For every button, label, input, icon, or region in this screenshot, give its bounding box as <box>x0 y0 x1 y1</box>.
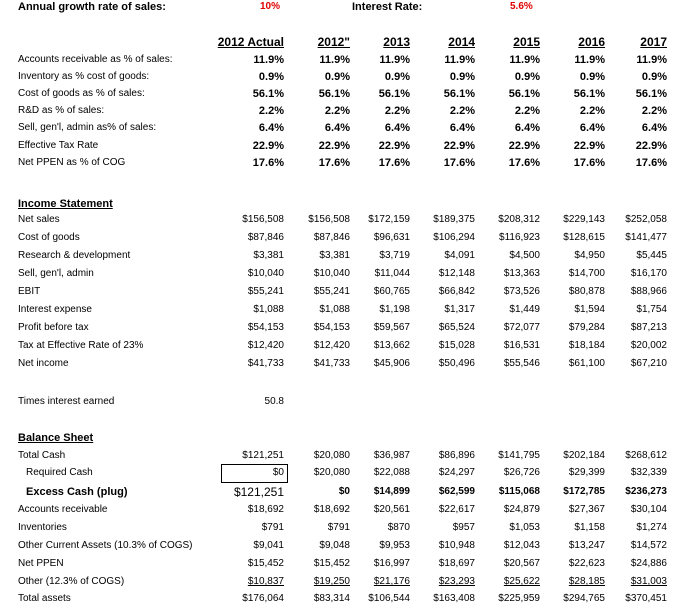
cell[interactable]: $172,159 <box>368 214 410 225</box>
cell[interactable]: $12,148 <box>438 268 475 279</box>
cell[interactable]: $141,477 <box>625 232 667 243</box>
cell[interactable]: $55,241 <box>247 286 284 297</box>
cell[interactable]: 56.1% <box>378 88 410 101</box>
cell[interactable]: 56.1% <box>443 88 475 101</box>
table-row <box>0 555 679 573</box>
cell[interactable]: 56.1% <box>252 88 284 101</box>
cell[interactable]: $67,210 <box>630 358 667 369</box>
cell[interactable]: 2.2% <box>514 105 540 118</box>
cell[interactable]: $18,692 <box>313 504 350 515</box>
cell[interactable]: $23,293 <box>438 576 475 587</box>
cell[interactable]: $61,100 <box>568 358 605 369</box>
table-row <box>0 229 679 247</box>
cell[interactable]: $16,170 <box>630 268 667 279</box>
cell[interactable]: $957 <box>452 522 475 533</box>
cell[interactable]: $20,002 <box>630 340 667 351</box>
cell[interactable]: $87,213 <box>630 322 667 333</box>
year-header: 2012" <box>317 35 350 49</box>
cell[interactable]: $83,314 <box>313 593 350 604</box>
cell[interactable]: $18,697 <box>438 558 475 569</box>
row-label: Sell, gen'l, admin as% of sales: <box>18 122 157 134</box>
cell[interactable]: 2.2% <box>579 105 605 118</box>
cell[interactable]: $189,375 <box>433 214 475 225</box>
balance-sheet-title: Balance Sheet <box>18 432 94 444</box>
cell[interactable]: $121,251 <box>233 485 284 499</box>
cell[interactable]: 11.9% <box>379 54 410 66</box>
cell[interactable]: $31,003 <box>630 576 667 587</box>
required-cash-label: Required Cash <box>26 467 93 478</box>
cell[interactable]: $27,367 <box>568 504 605 515</box>
cell[interactable]: $791 <box>261 522 284 533</box>
cell[interactable]: 6.4% <box>579 122 605 135</box>
cell[interactable]: 0.9% <box>449 71 475 84</box>
cell[interactable]: $88,966 <box>630 286 667 297</box>
cell[interactable]: $14,700 <box>568 268 605 279</box>
cell[interactable]: $236,273 <box>625 486 667 497</box>
table-row <box>0 119 679 137</box>
table-row <box>0 154 679 172</box>
cell[interactable]: $66,842 <box>438 286 475 297</box>
row-label: Cost of goods as % of sales: <box>18 88 145 100</box>
cell[interactable]: $1,088 <box>319 304 350 315</box>
year-header: 2016 <box>578 35 605 49</box>
cell[interactable]: $1,594 <box>574 304 605 315</box>
cell[interactable]: $15,452 <box>313 558 350 569</box>
total-assets-label: Total assets <box>18 593 71 604</box>
cell[interactable]: $13,247 <box>568 540 605 551</box>
cell[interactable]: $9,953 <box>379 540 410 551</box>
cell[interactable]: $10,948 <box>438 540 475 551</box>
cell[interactable]: $22,623 <box>568 558 605 569</box>
growth-value-cell[interactable]: 10% <box>260 1 281 12</box>
cell[interactable]: $116,923 <box>499 232 540 243</box>
income-statement-title: Income Statement <box>18 198 113 210</box>
cell[interactable]: 0.9% <box>324 71 350 84</box>
cell[interactable]: $121,251 <box>242 450 284 461</box>
year-header: 2013 <box>383 35 410 49</box>
row-label: Net PPEN as % of COG <box>18 156 126 168</box>
table-row <box>0 51 679 69</box>
cell[interactable]: 22.9% <box>318 139 350 152</box>
cell[interactable]: $24,297 <box>438 467 475 478</box>
cell[interactable]: $60,765 <box>373 286 410 297</box>
row-label: Sell, gen'l, admin <box>18 268 94 279</box>
row-label: Cost of goods <box>18 232 80 243</box>
cell[interactable]: 6.4% <box>384 122 410 135</box>
cell[interactable]: $79,284 <box>568 322 605 333</box>
cell[interactable]: 17.6% <box>252 156 284 169</box>
cell[interactable]: $80,878 <box>568 286 605 297</box>
cell[interactable]: 0.9% <box>641 71 667 84</box>
cell[interactable]: $10,040 <box>313 268 350 279</box>
cell[interactable]: 6.4% <box>514 122 540 135</box>
cell[interactable]: 0.9% <box>384 71 410 84</box>
cell[interactable]: $14,572 <box>630 540 667 551</box>
cell[interactable]: $141,795 <box>498 450 540 461</box>
cell[interactable]: $20,080 <box>313 467 350 478</box>
cell[interactable]: $87,846 <box>247 232 284 243</box>
cell[interactable]: $1,053 <box>509 522 540 533</box>
cell[interactable]: $268,612 <box>625 450 667 461</box>
cell[interactable]: $3,719 <box>379 250 410 261</box>
table-row <box>0 319 679 337</box>
cell[interactable]: $24,879 <box>503 504 540 515</box>
cell[interactable]: $370,451 <box>625 593 667 604</box>
cell[interactable]: $50,496 <box>438 358 475 369</box>
cell[interactable]: 22.9% <box>252 139 284 152</box>
cell[interactable]: $20,561 <box>373 504 410 515</box>
cell[interactable]: $36,987 <box>373 450 410 461</box>
cell[interactable]: $55,241 <box>313 286 350 297</box>
row-label: Other Current Assets (10.3% of COGS) <box>18 540 193 551</box>
row-label: Inventories <box>18 522 67 533</box>
row-label: Inventory as % cost of goods: <box>18 71 150 83</box>
cell[interactable]: 17.6% <box>508 156 540 169</box>
cell[interactable]: $59,567 <box>373 322 410 333</box>
cell[interactable]: 56.1% <box>318 88 350 101</box>
cell[interactable]: $45,906 <box>373 358 410 369</box>
cell[interactable]: 0.9% <box>258 71 284 84</box>
cell[interactable]: $14,899 <box>373 486 410 497</box>
row-label: R&D as % of sales: <box>18 105 105 117</box>
cell[interactable]: $106,294 <box>433 232 475 243</box>
cell[interactable]: $9,041 <box>253 540 284 551</box>
cell[interactable]: 2.2% <box>449 105 475 118</box>
cell[interactable]: $1,317 <box>444 304 475 315</box>
row-label: Research & development <box>18 250 131 261</box>
table-row <box>0 337 679 355</box>
cell[interactable]: 17.6% <box>635 156 667 169</box>
cell[interactable]: 11.9% <box>444 54 475 66</box>
cell[interactable]: $252,058 <box>625 214 667 225</box>
cell[interactable]: $202,184 <box>563 450 605 461</box>
cell[interactable]: 2.2% <box>324 105 350 118</box>
row-label: Net income <box>18 358 69 369</box>
cell[interactable]: $16,531 <box>503 340 540 351</box>
other-label: Other (12.3% of COGS) <box>18 576 125 587</box>
cell[interactable]: $32,339 <box>630 467 667 478</box>
cell[interactable]: $21,176 <box>373 576 410 587</box>
cell[interactable]: $73,526 <box>503 286 540 297</box>
cell[interactable]: $870 <box>387 522 410 533</box>
cell[interactable]: $3,381 <box>319 250 350 261</box>
table-row <box>0 283 679 301</box>
cell[interactable]: 11.9% <box>319 54 350 66</box>
cell[interactable]: $156,508 <box>308 214 350 225</box>
table-row <box>0 537 679 555</box>
row-label: Tax at Effective Rate of 23% <box>18 340 144 351</box>
cell[interactable]: $25,622 <box>503 576 540 587</box>
cell[interactable]: 2.2% <box>641 105 667 118</box>
cell[interactable]: $1,754 <box>636 304 667 315</box>
cell[interactable]: $28,185 <box>568 576 605 587</box>
row-label: Effective Tax Rate <box>18 139 99 151</box>
row-label: Interest expense <box>18 304 92 315</box>
cell[interactable]: 2.2% <box>258 105 284 118</box>
other-row <box>0 573 679 591</box>
total-assets-row <box>0 590 679 608</box>
year-header: 2017 <box>640 35 667 49</box>
cell[interactable]: 56.1% <box>508 88 540 101</box>
cell[interactable]: $18,692 <box>247 504 284 515</box>
cell[interactable]: $156,508 <box>242 214 284 225</box>
cell[interactable]: $72,077 <box>503 322 540 333</box>
cell[interactable]: 56.1% <box>573 88 605 101</box>
cell[interactable]: $1,088 <box>253 304 284 315</box>
cell[interactable]: $16,997 <box>373 558 410 569</box>
cell[interactable]: $4,091 <box>444 250 475 261</box>
cell[interactable]: $172,785 <box>563 486 605 497</box>
growth-label: Annual growth rate of sales: <box>18 1 166 13</box>
cell[interactable]: $86,896 <box>438 450 475 461</box>
cell[interactable]: 2.2% <box>384 105 410 118</box>
excess-cash-label: Excess Cash (plug) <box>26 486 128 498</box>
times-interest-row <box>0 393 679 411</box>
table-row <box>0 265 679 283</box>
cell[interactable]: $163,408 <box>433 593 475 604</box>
cell[interactable]: 6.4% <box>449 122 475 135</box>
times-interest-value[interactable]: 50.8 <box>264 396 284 407</box>
table-row <box>0 137 679 155</box>
cell[interactable]: 11.9% <box>636 54 667 66</box>
cell[interactable]: $176,064 <box>242 593 284 604</box>
cell[interactable]: $22,088 <box>373 467 410 478</box>
cell[interactable]: $12,420 <box>247 340 284 351</box>
cell[interactable]: $4,950 <box>574 250 605 261</box>
cell[interactable]: 22.9% <box>378 139 410 152</box>
cell[interactable]: $12,420 <box>313 340 350 351</box>
cell[interactable]: $87,846 <box>313 232 350 243</box>
cell[interactable]: $10,040 <box>247 268 284 279</box>
cell[interactable]: $115,068 <box>498 486 540 497</box>
cell[interactable]: $62,599 <box>438 486 475 497</box>
table-row <box>0 68 679 86</box>
cell[interactable]: 17.6% <box>378 156 410 169</box>
cell[interactable]: $225,959 <box>498 593 540 604</box>
table-row <box>0 301 679 319</box>
cell[interactable]: 6.4% <box>258 122 284 135</box>
cell[interactable]: $20,080 <box>313 450 350 461</box>
cell[interactable]: $11,044 <box>374 268 410 279</box>
cell[interactable]: $128,615 <box>563 232 605 243</box>
cell[interactable]: $9,048 <box>319 540 350 551</box>
cell[interactable]: 17.6% <box>573 156 605 169</box>
cell[interactable]: $106,544 <box>368 593 410 604</box>
cell[interactable]: $13,662 <box>373 340 410 351</box>
row-label: Net sales <box>18 214 60 225</box>
cell[interactable]: $65,524 <box>438 322 475 333</box>
cell[interactable]: $12,043 <box>503 540 540 551</box>
cell[interactable]: 11.9% <box>574 54 605 66</box>
cell[interactable]: $13,363 <box>503 268 540 279</box>
cell[interactable]: $1,274 <box>636 522 667 533</box>
times-interest-label: Times interest earned <box>18 396 115 407</box>
cell[interactable]: 0.9% <box>514 71 540 84</box>
cell[interactable]: $4,500 <box>509 250 540 261</box>
cell[interactable]: $41,733 <box>247 358 284 369</box>
table-row <box>0 355 679 373</box>
cell[interactable]: 22.9% <box>508 139 540 152</box>
cell[interactable]: $20,567 <box>503 558 540 569</box>
interest-label: Interest Rate: <box>352 1 423 13</box>
cell[interactable]: $22,617 <box>438 504 475 515</box>
cell[interactable]: 11.9% <box>509 54 540 66</box>
cell[interactable]: $1,158 <box>574 522 605 533</box>
cell[interactable]: $96,631 <box>373 232 410 243</box>
cell[interactable]: 11.9% <box>253 54 284 66</box>
balance-title-row <box>0 429 679 447</box>
year-header: 2014 <box>448 35 475 49</box>
table-row <box>0 247 679 265</box>
required-cash-row <box>0 464 679 482</box>
row-label: Accounts receivable as % of sales: <box>18 54 173 65</box>
cell[interactable]: $5,445 <box>636 250 667 261</box>
cell[interactable]: $208,312 <box>498 214 540 225</box>
cell[interactable]: 6.4% <box>324 122 350 135</box>
cell[interactable]: 22.9% <box>443 139 475 152</box>
cell[interactable]: 0.9% <box>579 71 605 84</box>
year-header: 2012 Actual <box>217 35 284 49</box>
cell[interactable]: 6.4% <box>641 122 667 135</box>
cell[interactable]: $1,198 <box>379 304 410 315</box>
cell[interactable]: $29,399 <box>568 467 605 478</box>
excess-cash-row <box>0 483 679 501</box>
row-label: Net PPEN <box>18 558 64 569</box>
total-cash-row <box>0 447 679 465</box>
row-label: EBIT <box>18 286 41 297</box>
total-cash-label: Total Cash <box>18 450 66 461</box>
cell[interactable]: $10,837 <box>247 576 284 587</box>
cell[interactable]: $41,733 <box>313 358 350 369</box>
cell[interactable]: $24,886 <box>630 558 667 569</box>
cell[interactable]: 56.1% <box>635 88 667 101</box>
table-row <box>0 501 679 519</box>
year-header: 2015 <box>513 35 540 49</box>
table-row <box>0 211 679 229</box>
cell[interactable]: $55,546 <box>503 358 540 369</box>
cell[interactable]: $15,028 <box>438 340 475 351</box>
cell[interactable]: 17.6% <box>318 156 350 169</box>
row-label: Accounts receivable <box>18 504 108 515</box>
cell[interactable]: $0 <box>338 486 350 497</box>
year-header-row <box>0 33 679 51</box>
row-label: Profit before tax <box>18 322 89 333</box>
cell[interactable]: $18,184 <box>568 340 605 351</box>
cell[interactable]: $26,726 <box>503 467 540 478</box>
table-row <box>0 519 679 537</box>
cell[interactable]: $54,153 <box>247 322 284 333</box>
cell[interactable]: 17.6% <box>443 156 475 169</box>
header-row <box>0 0 679 16</box>
cell[interactable]: 22.9% <box>635 139 667 152</box>
selected-cell[interactable]: $0 <box>272 467 284 478</box>
cell[interactable]: $229,143 <box>563 214 605 225</box>
cell[interactable]: $19,250 <box>313 576 350 587</box>
cell[interactable]: $54,153 <box>313 322 350 333</box>
cell[interactable]: 22.9% <box>573 139 605 152</box>
cell[interactable]: $3,381 <box>253 250 284 261</box>
cell[interactable]: $294,765 <box>563 593 605 604</box>
cell[interactable]: $30,104 <box>630 504 667 515</box>
cell[interactable]: $791 <box>327 522 350 533</box>
table-row <box>0 85 679 103</box>
table-row <box>0 102 679 120</box>
cell[interactable]: $15,452 <box>247 558 284 569</box>
cell[interactable]: $1,449 <box>509 304 540 315</box>
interest-value-cell[interactable]: 5.6% <box>510 1 533 12</box>
